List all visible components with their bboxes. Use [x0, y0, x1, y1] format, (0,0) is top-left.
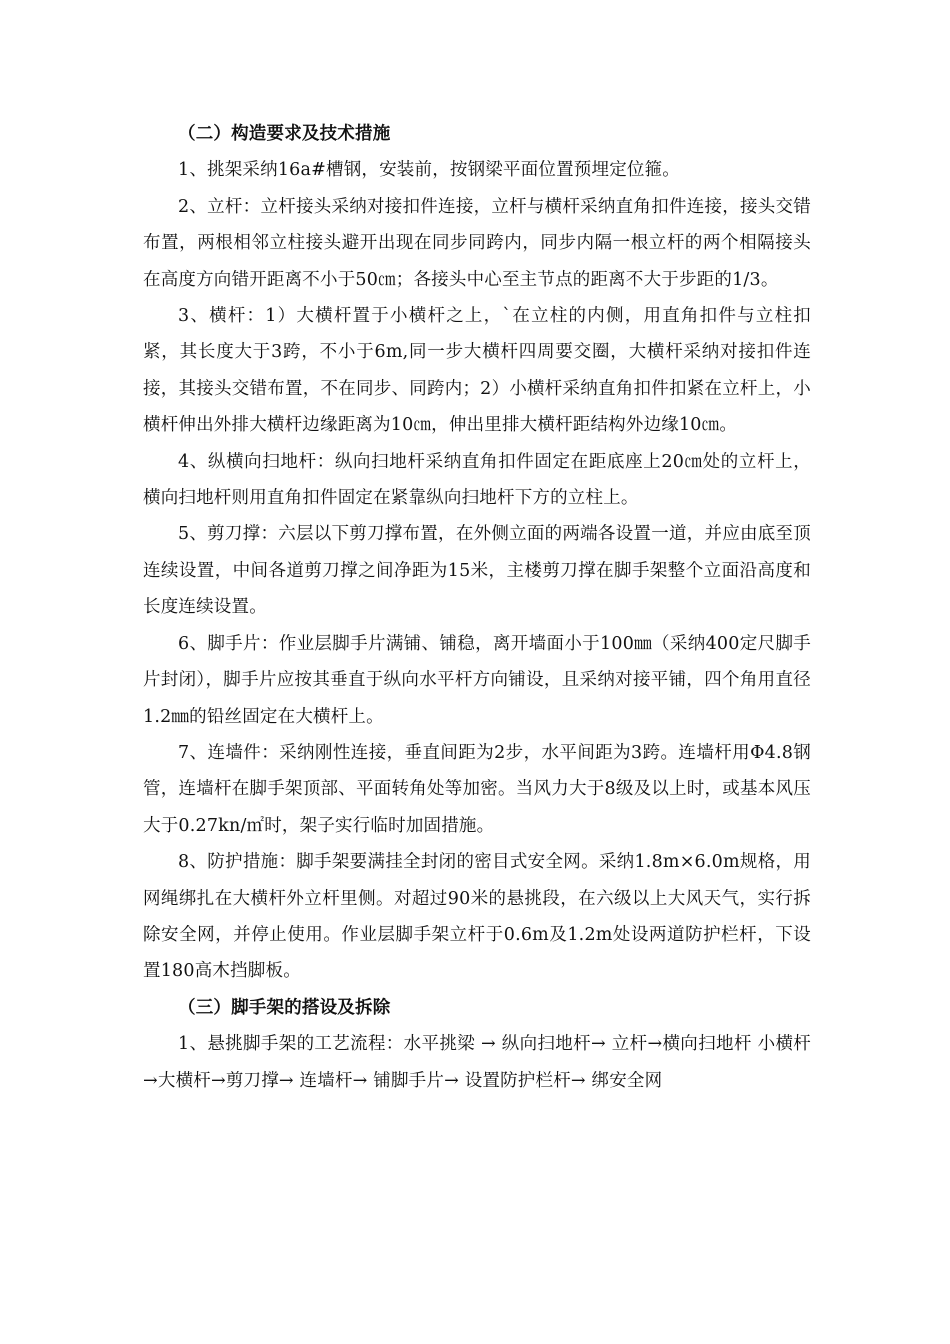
- paragraph-2-8: 8、防护措施：脚手架要满挂全封闭的密目式安全网。采纳1.8m×6.0m规格，用网绳绑扎在大横杆外立杆里侧。对超过90米的悬挑段，在六级以上大风天气，实行拆除安全网，并停止使用。作业层脚手架立杆于0.6m及1.2m处设两道防护栏杆，下设置180高木挡脚板。: [143, 852, 811, 982]
- paragraph-2-6: 6、脚手片：作业层脚手片满铺、铺稳，离开墙面小于100㎜（采纳400定尺脚手片封闭），脚手片应按其垂直于纵向水平杆方向铺设，且采纳对接平铺，四个角用直径1.2㎜的铅丝固定在大横杆上。: [143, 633, 811, 727]
- paragraph-2-7: 7、连墙件：采纳刚性连接，垂直间距为2步，水平间距为3跨。连墙杆用Φ4.8钢管，连墙杆在脚手架顶部、平面转角处等加密。当风力大于8级及以上时，或基本风压大于0.27kn/㎡时，架子实行临时加固措施。: [143, 742, 811, 836]
- section-heading-2: （二）构造要求及技术措施: [178, 124, 391, 144]
- paragraph-2-5: 5、剪刀撑：六层以下剪刀撑布置，在外侧立面的两端各设置一道，并应由底至顶连续设置，中间各道剪刀撑之间净距为15米，主楼剪刀撑在脚手架整个立面沿高度和长度连续设置。: [143, 524, 811, 618]
- paragraph-2-2: 2、立杆：立杆接头采纳对接扣件连接，立杆与横杆采纳直角扣件连接，接头交错布置，两根相邻立柱接头避开出现在同步同跨内，同步内隔一根立杆的两个相隔接头在高度方向错开距离不小于50㎝；各接头中心至主节点的距离不大于步距的1/3。: [143, 196, 811, 290]
- paragraph-3-1: 1、悬挑脚手架的工艺流程：水平挑梁 → 纵向扫地杆→ 立杆→横向扫地杆 小横杆→大横杆→剪刀撑→ 连墙杆→ 铺脚手片→ 设置防护栏杆→ 绑安全网: [143, 1034, 811, 1091]
- paragraph-2-1: 1、挑架采纳16a#槽钢，安装前，按钢梁平面位置预埋定位箍。: [178, 160, 680, 181]
- document-body: [143, 116, 811, 1099]
- section-heading-3: （三）脚手架的搭设及拆除: [178, 997, 391, 1018]
- paragraph-2-3: 3、横杆：1）大横杆置于小横杆之上，`在立柱的内侧，用直角扣件与立柱扣紧，其长度大于3跨，不小于6m,同一步大横杆四周要交圈，大横杆采纳对接扣件连接，其接头交错布置，不在同步、同跨内；2）小横杆采纳直角扣件扣紧在立杆上，小横杆伸出外排大横杆边缘距离为10㎝，伸出里排大横杆距结构外边缘10㎝。: [143, 306, 811, 436]
- paragraph-2-4: 4、纵横向扫地杆：纵向扫地杆采纳直角扣件固定在距底座上20㎝处的立杆上，横向扫地杆则用直角扣件固定在紧靠纵向扫地杆下方的立柱上。: [143, 451, 811, 509]
